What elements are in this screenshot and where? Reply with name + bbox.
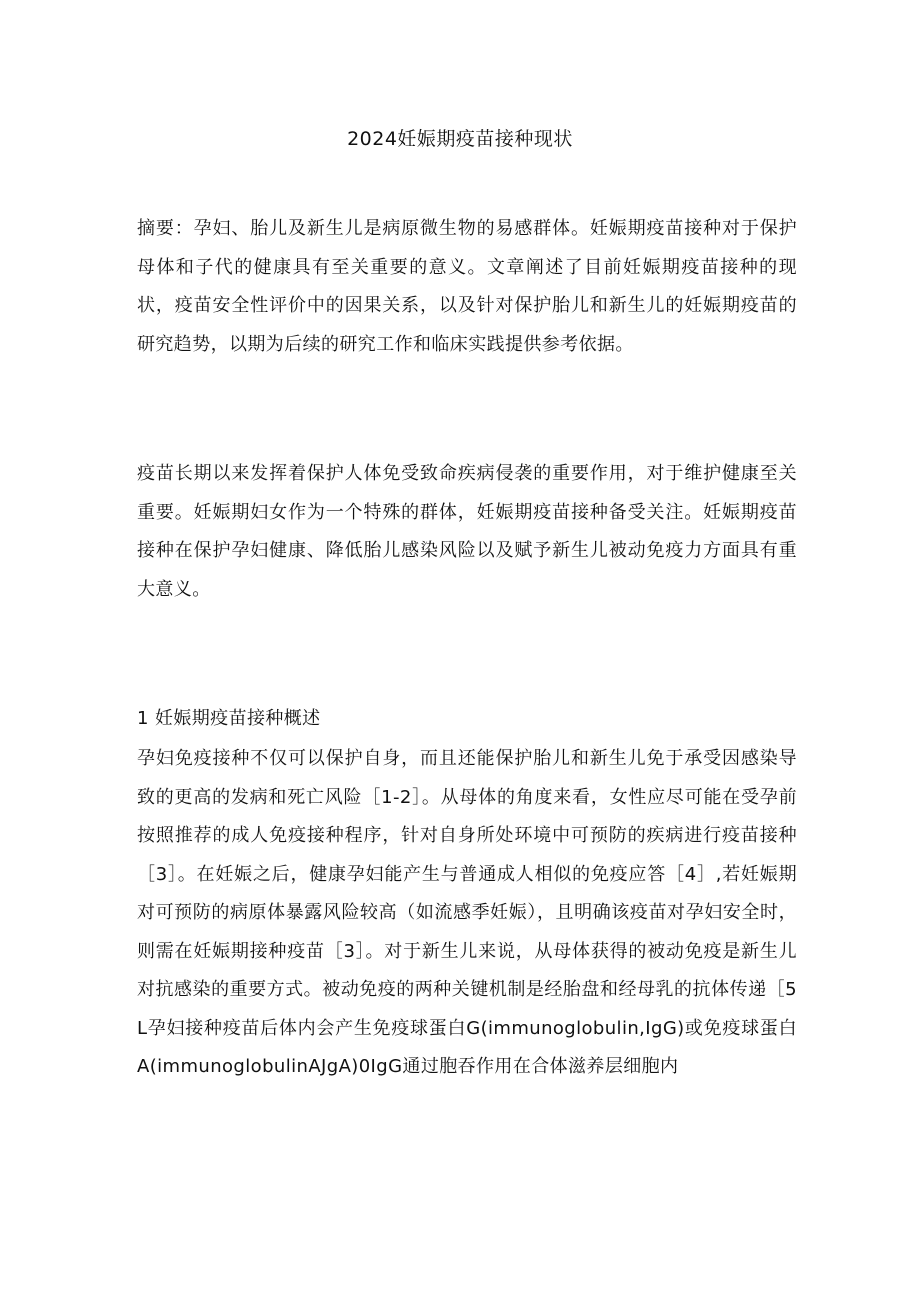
document-title: 2024妊娠期疫苗接种现状 xyxy=(347,128,573,150)
section-1-heading: 1 妊娠期疫苗接种概述 xyxy=(137,708,321,729)
abstract-paragraph: 摘要：孕妇、胎儿及新生儿是病原微生物的易感群体。妊娠期疫苗接种对于保护母体和子代的健康具有至关重要的意义。文章阐述了目前妊娠期疫苗接种的现状，疫苗安全性评价中的因果关系，以及针对保护胎儿和新生儿的妊娠期疫苗的研究趋势，以期为后续的研究工作和临床实践提供参考依据。 xyxy=(137,218,797,355)
intro-paragraph: 疫苗长期以来发挥着保护人体免受致命疾病侵袭的重要作用，对于维护健康至关重要。妊娠期妇女作为一个特殊的群体，妊娠期疫苗接种备受关注。妊娠期疫苗接种在保护孕妇健康、降低胎儿感染风险以及赋予新生儿被动免疫力方面具有重大意义。 xyxy=(137,463,797,600)
section-1-body: 孕妇免疫接种不仅可以保护自身，而且还能保护胎儿和新生儿免于承受因感染导致的更高的发病和死亡风险［1-2］。从母体的角度来看，女性应尽可能在受孕前按照推荐的成人免疫接种程序，针对自身所处环境中可预防的疾病进行疫苗接种［3］。在妊娠之后，健康孕妇能产生与普通成人相似的免疫应答［4］,若妊娠期对可预防的病原体暴露风险较高（如流感季妊娠），且明确该疫苗对孕妇安全时，则需在妊娠期接种疫苗［3］。对于新生儿来说，从母体获得的被动免疫是新生儿对抗感染的重要方式。被动免疫的两种关键机制是经胎盘和经母乳的抗体传递［5L孕妇接种疫苗后体内会产生免疫球蛋白G(immunoglobulin,IgG)或免疫球蛋白A(immunoglobulinAJgA)0IgG通过胞吞作用在合体滋养层细胞内 xyxy=(137,748,797,1077)
